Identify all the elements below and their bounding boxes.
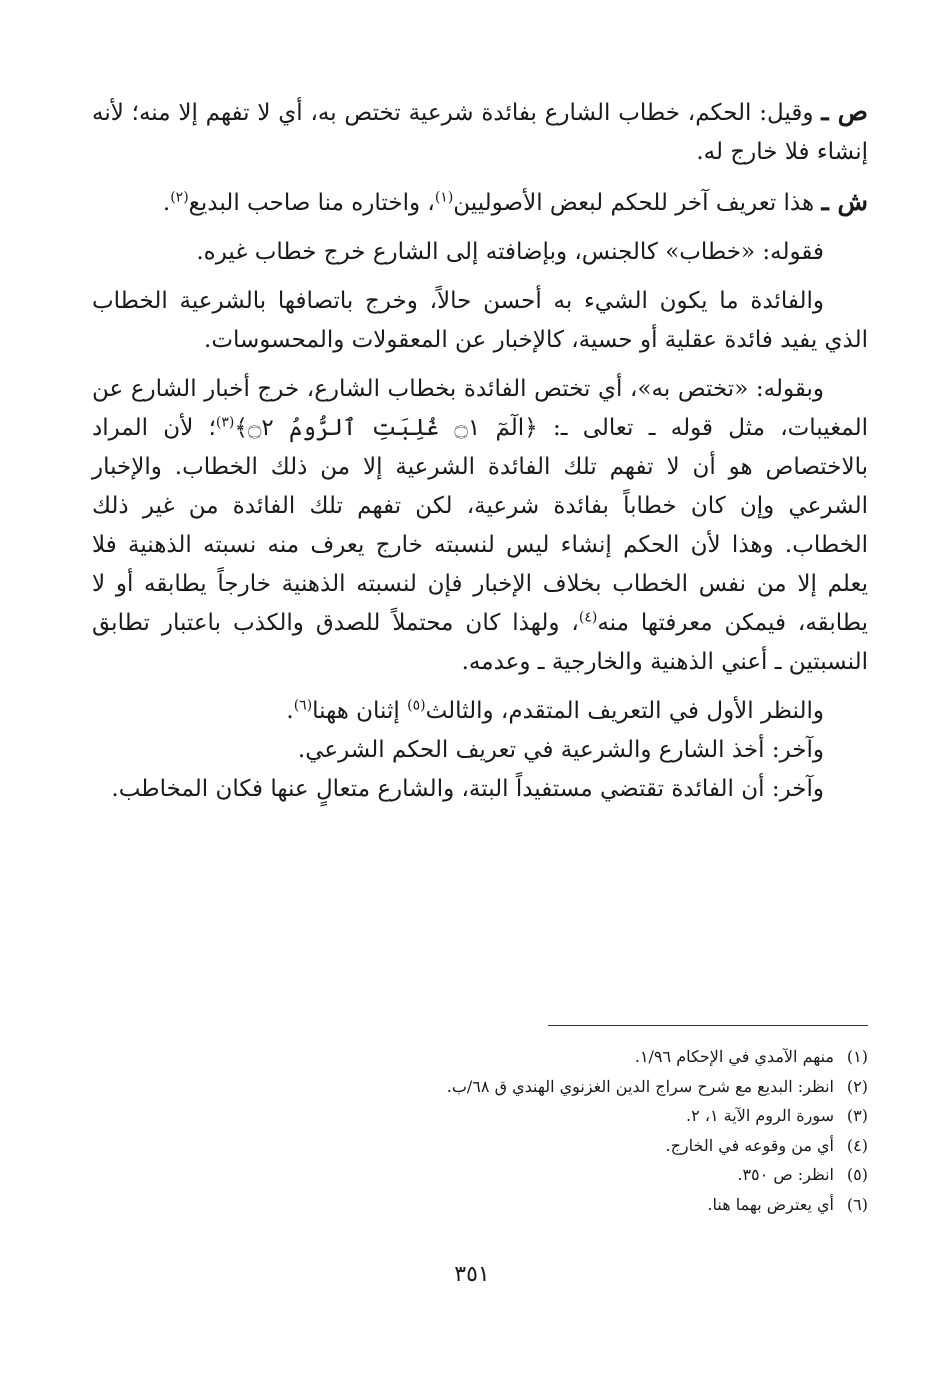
footnote-text: أي من وقوعه في الخارج. <box>665 1135 834 1155</box>
footnote-1 <box>92 1042 868 1072</box>
paragraph-text: فقوله: «خطاب» كالجنس، وبإضافته إلى الشارع خرج خطاب غيره. <box>196 239 824 265</box>
text-marker-sad: ص ـ <box>821 97 868 126</box>
footnote-number: (٣) <box>846 1106 868 1125</box>
paragraph-khitab <box>92 233 868 272</box>
footnote-number: (٤) <box>846 1135 868 1155</box>
footnote-5 <box>92 1160 868 1190</box>
page-number: ٣٥١ <box>454 1262 490 1287</box>
footnote-ref-6[interactable]: (٦) <box>293 697 313 714</box>
footnote-3 <box>92 1101 868 1131</box>
main-text <box>92 92 868 809</box>
footnote-text: أي يعترض بهما هنا. <box>707 1194 834 1214</box>
paragraph-text: والنظر الأول في التعريف المتقدم، والثالث <box>425 698 824 724</box>
footnote-text: انظر: ص ٣٥٠. <box>737 1165 834 1184</box>
footnote-4 <box>92 1131 868 1161</box>
paragraph-text: إثنان ههنا <box>312 698 408 724</box>
footnote-ref-4[interactable]: (٤) <box>578 609 598 626</box>
paragraph-text: هذا تعريف آخر للحكم لبعض الأصوليين <box>453 190 822 216</box>
footnote-6 <box>92 1190 868 1220</box>
paragraph-text: وآخر: أن الفائدة تقتضي مستفيداً البتة، والشارع متعالٍ عنها فكان المخاطب. <box>111 776 824 802</box>
footnote-2 <box>92 1072 868 1102</box>
footnote-number: (١) <box>846 1047 868 1066</box>
footnote-number: (٦) <box>846 1194 868 1214</box>
paragraph-text: وبقوله: «تختص به»، أي تختص الفائدة بخطاب الشارع، خرج أخبار الشارع عن المغيبات، مثل قوله ـ تعالى ـ: ﴿الٓمٓ ۝١ غُلِبَتِ ٱلرُّومُ ۝٢﴾ <box>92 376 868 441</box>
footnote-number: (٥) <box>846 1165 868 1184</box>
paragraph-text: . <box>286 698 294 724</box>
paragraph-text: ؛ لأن المراد بالاختصاص هو أن لا تفهم تلك الفائدة الشرعية إلا من ذلك الخطاب. والإخبار الشرعي وإن كان خطاباً بفائدة شرعية، لكن تفهم تلك الفائدة من غير ذلك الخطاب. وهذا لأن الحكم إنشاء ليس لنسبته خارج يعرف منه نسبته الذهنية فلا يعلم إلا من نفس الخطاب بخلاف الإخبار فإن لنسبته الذهنية خارجاً يطابقه أو لا يطابقه، فيمكن معرفتها منه <box>92 415 868 636</box>
paragraph-text: والفائدة ما يكون الشيء به أحسن حالاً، وخرج باتصافها بالشرعية الخطاب الذي يفيد فائدة عقلية أو حسية، كالإخبار عن المعقولات والمحسوسات. <box>92 288 868 353</box>
paragraph-text: ، ولهذا كان محتملاً للصدق والكذب باعتبار تطابق النسبتين ـ أعني الذهنية والخارجية ـ وعدمه. <box>92 610 868 675</box>
paragraph-text: ، واختاره منا صاحب البديع <box>188 190 435 216</box>
paragraph-commentary <box>92 182 868 223</box>
text-marker-shin: ش ـ <box>821 187 868 216</box>
footnote-ref-3[interactable]: (٣) <box>215 414 235 431</box>
paragraph-akhar-2 <box>92 770 868 809</box>
footnote-text: انظر: البديع مع شرح سراج الدين الغزنوي الهندي ق ٦٨/ب. <box>446 1076 834 1096</box>
footnote-ref-5[interactable]: (٥) <box>407 697 426 714</box>
paragraph-text: . <box>162 190 171 216</box>
paragraph-faida <box>92 282 868 360</box>
paragraph-definition <box>92 92 868 172</box>
footnote-text: سورة الروم الآية ١، ٢. <box>686 1106 834 1125</box>
footnotes <box>92 1042 868 1219</box>
footnote-separator <box>548 1025 868 1026</box>
footnote-ref-2[interactable]: (٢) <box>170 189 189 206</box>
paragraph-nazar <box>92 692 868 731</box>
paragraph-takhtass <box>92 370 868 682</box>
paragraph-akhar-1 <box>92 731 868 770</box>
paragraph-text: وآخر: أخذ الشارع والشرعية في تعريف الحكم الشرعي. <box>297 737 824 763</box>
footnote-number: (٢) <box>846 1076 868 1096</box>
paragraph-text: وقيل: الحكم، خطاب الشارع بفائدة شرعية تختص به، أي لا تفهم إلا منه؛ لأنه إنشاء فلا خارج له. <box>92 100 868 165</box>
footnote-text: منهم الآمدي في الإحكام ١/٩٦. <box>634 1047 834 1066</box>
footnote-ref-1[interactable]: (١) <box>434 189 454 206</box>
